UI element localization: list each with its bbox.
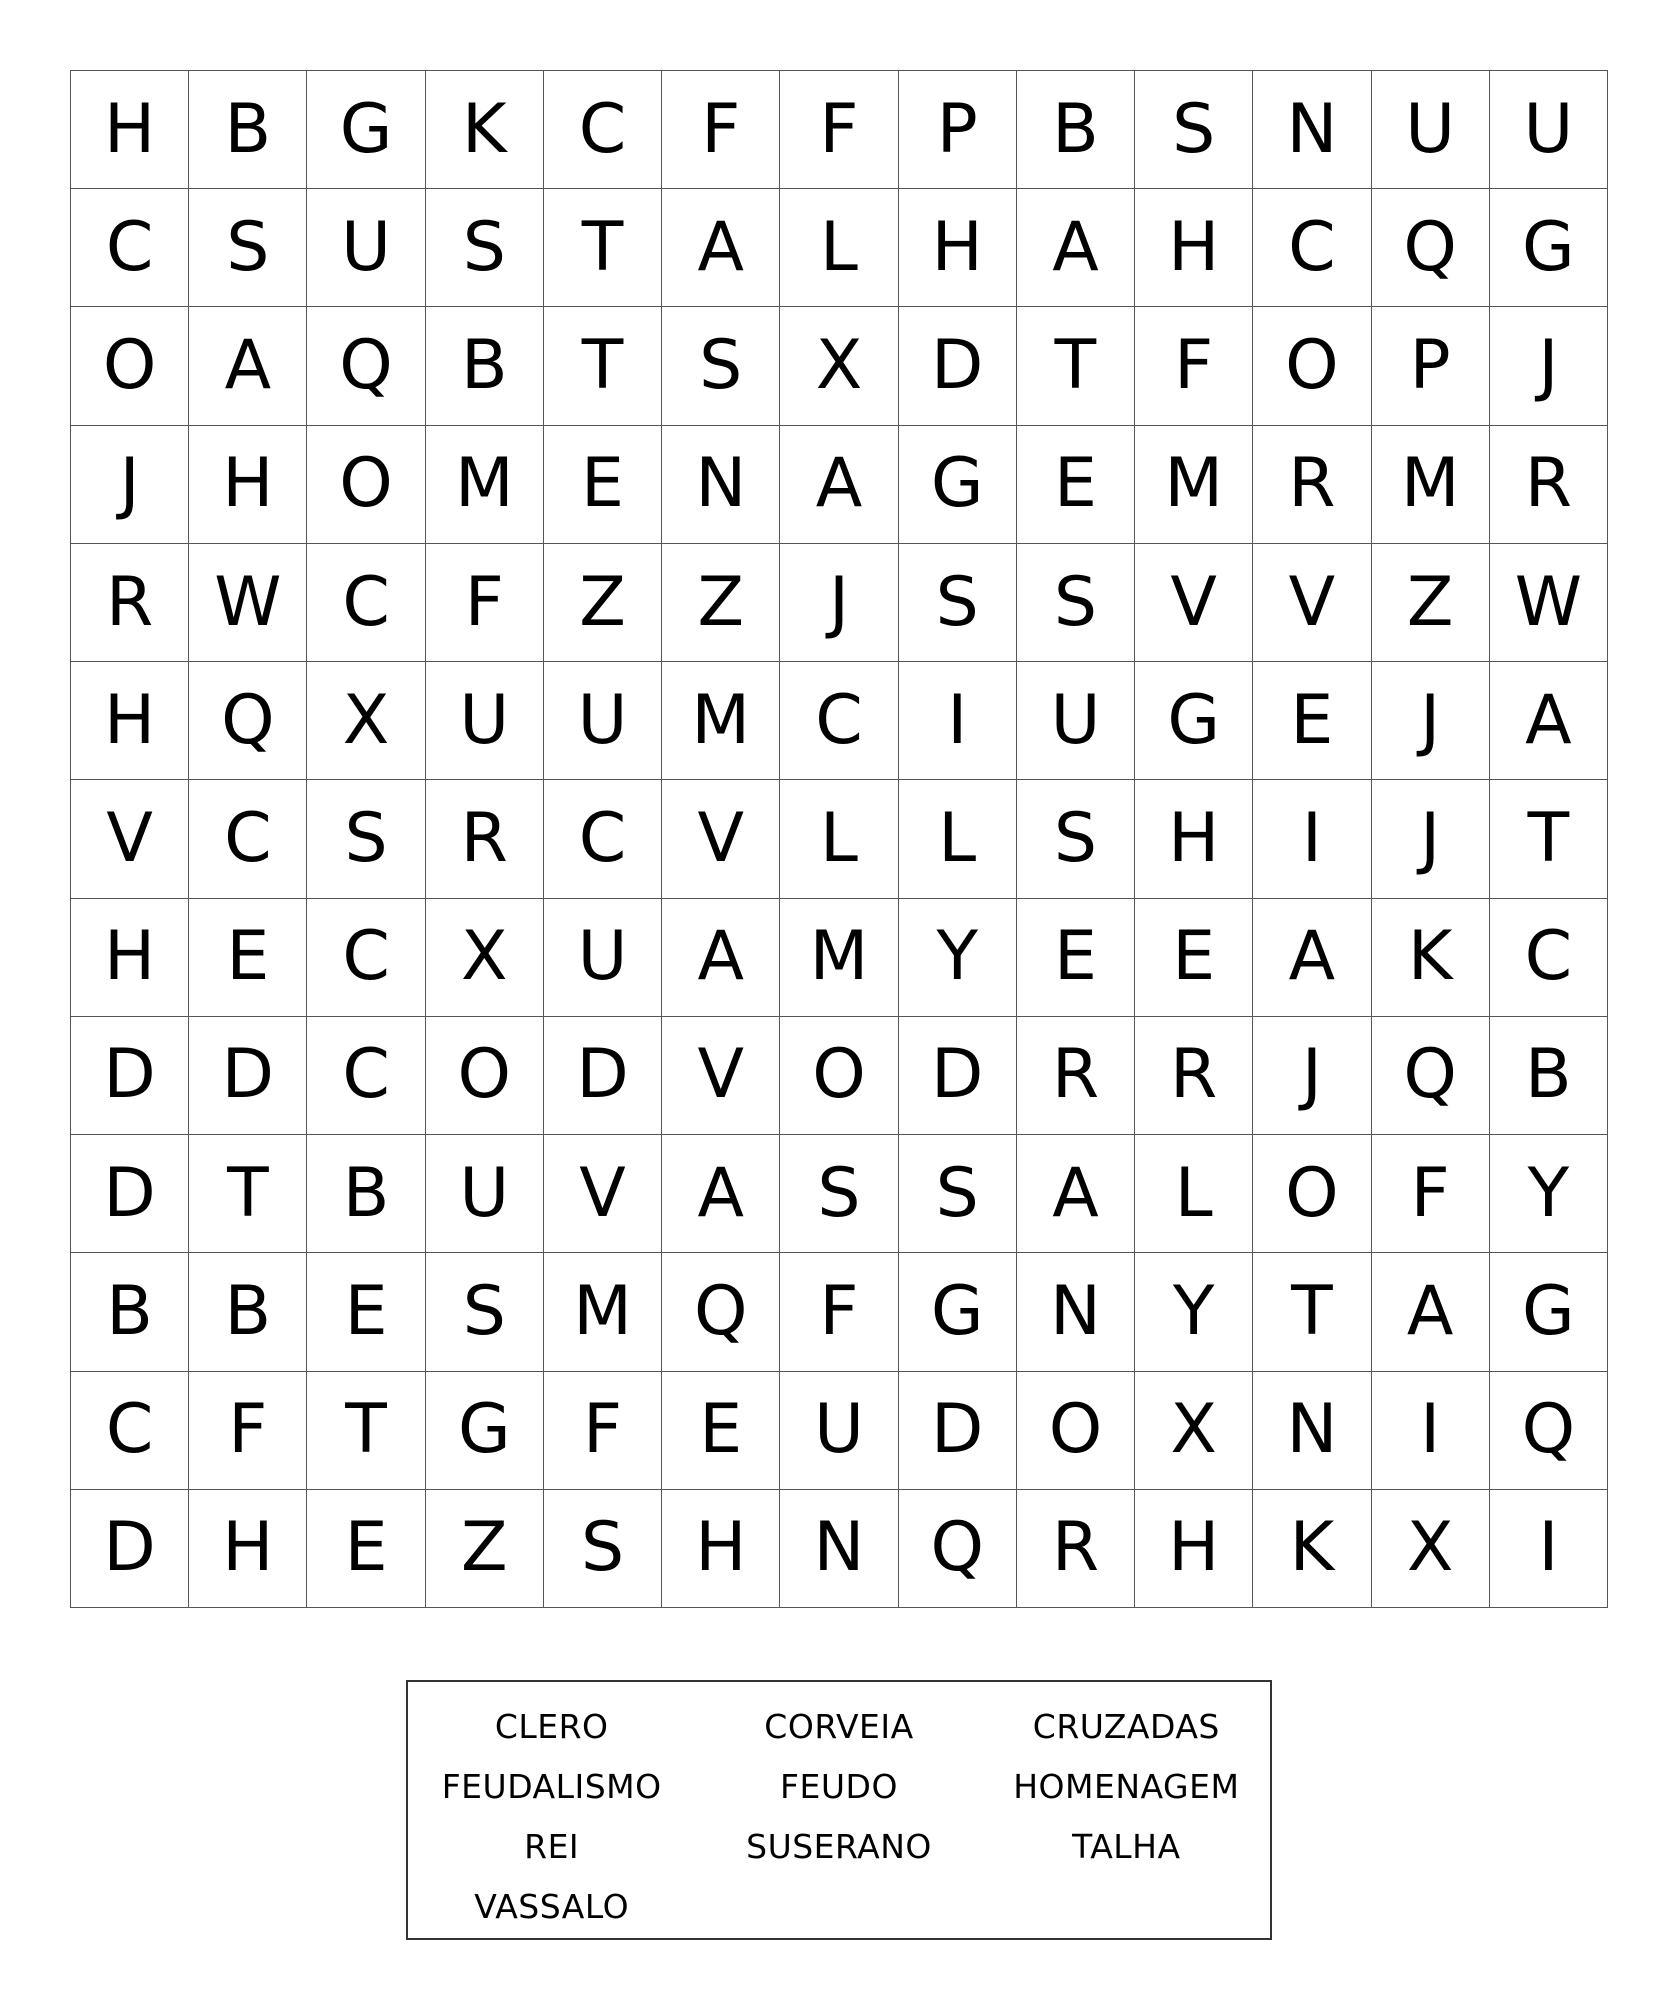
grid-cell[interactable]: S bbox=[1135, 71, 1253, 189]
grid-cell[interactable]: B bbox=[1017, 71, 1135, 189]
grid-cell[interactable]: Y bbox=[1490, 1135, 1608, 1253]
grid-cell[interactable]: U bbox=[544, 662, 662, 780]
grid-cell[interactable]: F bbox=[544, 1372, 662, 1490]
grid-cell[interactable]: H bbox=[1135, 780, 1253, 898]
grid-cell[interactable]: W bbox=[189, 544, 307, 662]
grid-cell[interactable]: O bbox=[307, 426, 425, 544]
grid-cell[interactable]: V bbox=[662, 780, 780, 898]
grid-cell[interactable]: G bbox=[1135, 662, 1253, 780]
grid-cell[interactable]: S bbox=[189, 189, 307, 307]
grid-cell[interactable]: H bbox=[71, 662, 189, 780]
grid-cell[interactable]: Q bbox=[1490, 1372, 1608, 1490]
grid-cell[interactable]: Y bbox=[1135, 1253, 1253, 1371]
grid-cell[interactable]: Y bbox=[899, 899, 1017, 1017]
grid-cell[interactable]: S bbox=[426, 1253, 544, 1371]
grid-cell[interactable]: O bbox=[71, 307, 189, 425]
grid-cell[interactable]: K bbox=[426, 71, 544, 189]
grid-cell[interactable]: O bbox=[1017, 1372, 1135, 1490]
grid-cell[interactable]: X bbox=[780, 307, 898, 425]
grid-cell[interactable]: A bbox=[1490, 662, 1608, 780]
grid-cell[interactable]: T bbox=[1017, 307, 1135, 425]
grid-cell[interactable]: T bbox=[1253, 1253, 1371, 1371]
grid-cell[interactable]: U bbox=[426, 1135, 544, 1253]
grid-cell[interactable]: U bbox=[1490, 71, 1608, 189]
grid-cell[interactable]: B bbox=[1490, 1017, 1608, 1135]
grid-cell[interactable]: Z bbox=[662, 544, 780, 662]
word-list-box bbox=[406, 1680, 1272, 1940]
grid-cell[interactable]: T bbox=[544, 307, 662, 425]
grid-cell[interactable]: G bbox=[426, 1372, 544, 1490]
grid-cell[interactable]: S bbox=[780, 1135, 898, 1253]
grid-cell[interactable]: G bbox=[899, 1253, 1017, 1371]
grid-cell[interactable]: M bbox=[662, 662, 780, 780]
grid-cell[interactable]: M bbox=[1372, 426, 1490, 544]
grid-cell[interactable]: Z bbox=[1372, 544, 1490, 662]
grid-cell[interactable]: B bbox=[307, 1135, 425, 1253]
grid-cell[interactable]: E bbox=[189, 899, 307, 1017]
grid-cell[interactable]: G bbox=[1490, 1253, 1608, 1371]
grid-cell[interactable]: S bbox=[1017, 780, 1135, 898]
grid-cell[interactable]: J bbox=[1372, 780, 1490, 898]
grid-cell[interactable]: S bbox=[544, 1490, 662, 1608]
grid-cell[interactable]: I bbox=[1490, 1490, 1608, 1608]
word-list-item: CRUZADAS bbox=[1032, 1706, 1220, 1746]
grid-cell[interactable]: D bbox=[71, 1017, 189, 1135]
word-list-item: TALHA bbox=[1072, 1826, 1181, 1866]
grid-cell[interactable]: K bbox=[1372, 899, 1490, 1017]
grid-cell[interactable]: H bbox=[1135, 189, 1253, 307]
grid-cell[interactable]: U bbox=[544, 899, 662, 1017]
grid-cell[interactable]: F bbox=[1135, 307, 1253, 425]
grid-cell[interactable]: F bbox=[780, 1253, 898, 1371]
grid-cell[interactable]: D bbox=[899, 1372, 1017, 1490]
grid-cell[interactable]: P bbox=[899, 71, 1017, 189]
grid-cell[interactable]: X bbox=[1372, 1490, 1490, 1608]
grid-cell[interactable]: H bbox=[1135, 1490, 1253, 1608]
grid-cell[interactable]: S bbox=[662, 307, 780, 425]
grid-cell[interactable]: N bbox=[1017, 1253, 1135, 1371]
grid-cell[interactable]: Q bbox=[1372, 189, 1490, 307]
grid-cell[interactable]: A bbox=[780, 426, 898, 544]
word-list-item: FEUDALISMO bbox=[441, 1766, 662, 1806]
grid-cell[interactable]: N bbox=[1253, 71, 1371, 189]
grid-cell[interactable]: C bbox=[544, 780, 662, 898]
grid-cell[interactable]: X bbox=[426, 899, 544, 1017]
word-list-item: CORVEIA bbox=[764, 1706, 914, 1746]
grid-cell[interactable]: W bbox=[1490, 544, 1608, 662]
grid-cell[interactable]: T bbox=[544, 189, 662, 307]
grid-cell[interactable]: O bbox=[1253, 1135, 1371, 1253]
grid-cell[interactable]: F bbox=[189, 1372, 307, 1490]
grid-cell[interactable]: N bbox=[1253, 1372, 1371, 1490]
grid-cell[interactable]: L bbox=[780, 780, 898, 898]
grid-cell[interactable]: B bbox=[189, 71, 307, 189]
grid-cell[interactable]: R bbox=[1490, 426, 1608, 544]
grid-cell[interactable]: H bbox=[71, 899, 189, 1017]
grid-cell[interactable]: C bbox=[1253, 189, 1371, 307]
grid-cell[interactable]: E bbox=[1135, 899, 1253, 1017]
grid-cell[interactable]: Z bbox=[544, 544, 662, 662]
grid-cell[interactable]: G bbox=[307, 71, 425, 189]
word-list-item: HOMENAGEM bbox=[1013, 1766, 1240, 1806]
grid-cell[interactable]: H bbox=[189, 426, 307, 544]
word-list-item: SUSERANO bbox=[746, 1826, 932, 1866]
grid-cell[interactable]: E bbox=[1017, 899, 1135, 1017]
grid-cell[interactable]: S bbox=[1017, 544, 1135, 662]
grid-cell[interactable]: T bbox=[307, 1372, 425, 1490]
grid-cell[interactable]: N bbox=[662, 426, 780, 544]
grid-cell[interactable]: G bbox=[899, 426, 1017, 544]
grid-cell[interactable]: P bbox=[1372, 307, 1490, 425]
grid-cell[interactable]: J bbox=[780, 544, 898, 662]
grid-cell[interactable]: C bbox=[307, 544, 425, 662]
grid-cell[interactable]: B bbox=[189, 1253, 307, 1371]
grid-cell[interactable]: L bbox=[1135, 1135, 1253, 1253]
grid-cell[interactable]: D bbox=[71, 1135, 189, 1253]
grid-cell[interactable]: E bbox=[1253, 662, 1371, 780]
grid-cell[interactable]: J bbox=[71, 426, 189, 544]
grid-cell[interactable]: M bbox=[1135, 426, 1253, 544]
grid-cell[interactable]: Q bbox=[1372, 1017, 1490, 1135]
grid-cell[interactable]: Q bbox=[899, 1490, 1017, 1608]
grid-cell[interactable]: V bbox=[1135, 544, 1253, 662]
grid-cell[interactable]: C bbox=[307, 1017, 425, 1135]
grid-cell[interactable]: H bbox=[662, 1490, 780, 1608]
grid-cell[interactable]: K bbox=[1253, 1490, 1371, 1608]
grid-cell[interactable]: J bbox=[1253, 1017, 1371, 1135]
grid-cell[interactable]: A bbox=[1017, 189, 1135, 307]
grid-cell[interactable]: U bbox=[1017, 662, 1135, 780]
grid-cell[interactable]: J bbox=[1490, 307, 1608, 425]
grid-cell[interactable]: J bbox=[1372, 662, 1490, 780]
grid-cell[interactable]: B bbox=[426, 307, 544, 425]
grid-cell[interactable]: C bbox=[189, 780, 307, 898]
grid-cell[interactable]: I bbox=[1372, 1372, 1490, 1490]
word-list-item: REI bbox=[524, 1826, 580, 1866]
grid-cell[interactable]: O bbox=[780, 1017, 898, 1135]
grid-cell[interactable]: Q bbox=[662, 1253, 780, 1371]
grid-cell[interactable]: S bbox=[899, 544, 1017, 662]
grid-cell[interactable]: M bbox=[544, 1253, 662, 1371]
grid-cell[interactable]: U bbox=[307, 189, 425, 307]
grid-cell[interactable]: C bbox=[307, 899, 425, 1017]
grid-cell[interactable]: A bbox=[189, 307, 307, 425]
grid-cell[interactable]: F bbox=[780, 71, 898, 189]
grid-cell[interactable]: L bbox=[899, 780, 1017, 898]
grid-cell[interactable]: D bbox=[899, 1017, 1017, 1135]
grid-cell[interactable]: V bbox=[544, 1135, 662, 1253]
grid-cell[interactable]: F bbox=[1372, 1135, 1490, 1253]
grid-cell[interactable]: D bbox=[189, 1017, 307, 1135]
grid-cell[interactable]: X bbox=[1135, 1372, 1253, 1490]
word-list-item: FEUDO bbox=[780, 1766, 898, 1806]
grid-cell[interactable]: X bbox=[307, 662, 425, 780]
grid-cell[interactable]: S bbox=[899, 1135, 1017, 1253]
grid-cell[interactable]: C bbox=[544, 71, 662, 189]
grid-cell[interactable]: O bbox=[1253, 307, 1371, 425]
grid-cell[interactable]: I bbox=[899, 662, 1017, 780]
grid-cell[interactable]: R bbox=[1135, 1017, 1253, 1135]
grid-cell[interactable]: R bbox=[71, 544, 189, 662]
grid-cell[interactable]: A bbox=[1372, 1253, 1490, 1371]
grid-cell[interactable]: M bbox=[426, 426, 544, 544]
grid-cell[interactable]: L bbox=[780, 189, 898, 307]
word-list-item: CLERO bbox=[494, 1706, 609, 1746]
grid-cell[interactable]: E bbox=[662, 1372, 780, 1490]
grid-cell[interactable]: Q bbox=[307, 307, 425, 425]
grid-cell[interactable]: V bbox=[662, 1017, 780, 1135]
grid-cell[interactable]: U bbox=[780, 1372, 898, 1490]
grid-cell[interactable]: T bbox=[189, 1135, 307, 1253]
grid-cell[interactable]: Q bbox=[189, 662, 307, 780]
grid-cell[interactable]: Z bbox=[426, 1490, 544, 1608]
grid-cell[interactable]: H bbox=[71, 71, 189, 189]
grid-cell[interactable]: F bbox=[426, 544, 544, 662]
grid-cell[interactable]: N bbox=[780, 1490, 898, 1608]
grid-cell[interactable]: A bbox=[662, 189, 780, 307]
grid-cell[interactable]: V bbox=[1253, 544, 1371, 662]
grid-cell[interactable]: S bbox=[426, 189, 544, 307]
grid-cell[interactable]: R bbox=[1017, 1017, 1135, 1135]
grid-cell[interactable]: I bbox=[1253, 780, 1371, 898]
grid-cell[interactable]: E bbox=[544, 426, 662, 544]
grid-cell[interactable]: M bbox=[780, 899, 898, 1017]
grid-cell[interactable]: R bbox=[426, 780, 544, 898]
grid-cell[interactable]: R bbox=[1017, 1490, 1135, 1608]
grid-cell[interactable]: T bbox=[1490, 780, 1608, 898]
grid-cell[interactable]: E bbox=[1017, 426, 1135, 544]
grid-cell[interactable]: H bbox=[899, 189, 1017, 307]
grid-cell[interactable]: H bbox=[189, 1490, 307, 1608]
grid-cell[interactable]: A bbox=[662, 899, 780, 1017]
grid-cell[interactable]: D bbox=[544, 1017, 662, 1135]
grid-cell[interactable]: A bbox=[1017, 1135, 1135, 1253]
grid-cell[interactable]: E bbox=[307, 1253, 425, 1371]
grid-cell[interactable]: D bbox=[899, 307, 1017, 425]
letter-grid bbox=[70, 70, 1608, 1608]
grid-cell[interactable]: B bbox=[71, 1253, 189, 1371]
grid-cell[interactable]: V bbox=[71, 780, 189, 898]
grid-cell[interactable]: O bbox=[426, 1017, 544, 1135]
grid-cell[interactable]: A bbox=[662, 1135, 780, 1253]
grid-cell[interactable]: R bbox=[1253, 426, 1371, 544]
grid-cell[interactable]: D bbox=[71, 1490, 189, 1608]
grid-cell[interactable]: G bbox=[1490, 189, 1608, 307]
grid-cell[interactable]: U bbox=[426, 662, 544, 780]
grid-cell[interactable]: A bbox=[1253, 899, 1371, 1017]
word-list-item: VASSALO bbox=[474, 1886, 630, 1926]
grid-cell[interactable]: F bbox=[662, 71, 780, 189]
grid-cell[interactable]: C bbox=[71, 189, 189, 307]
grid-cell[interactable]: C bbox=[71, 1372, 189, 1490]
grid-cell[interactable]: C bbox=[780, 662, 898, 780]
grid-cell[interactable]: S bbox=[307, 780, 425, 898]
grid-cell[interactable]: C bbox=[1490, 899, 1608, 1017]
grid-cell[interactable]: U bbox=[1372, 71, 1490, 189]
grid-cell[interactable]: E bbox=[307, 1490, 425, 1608]
